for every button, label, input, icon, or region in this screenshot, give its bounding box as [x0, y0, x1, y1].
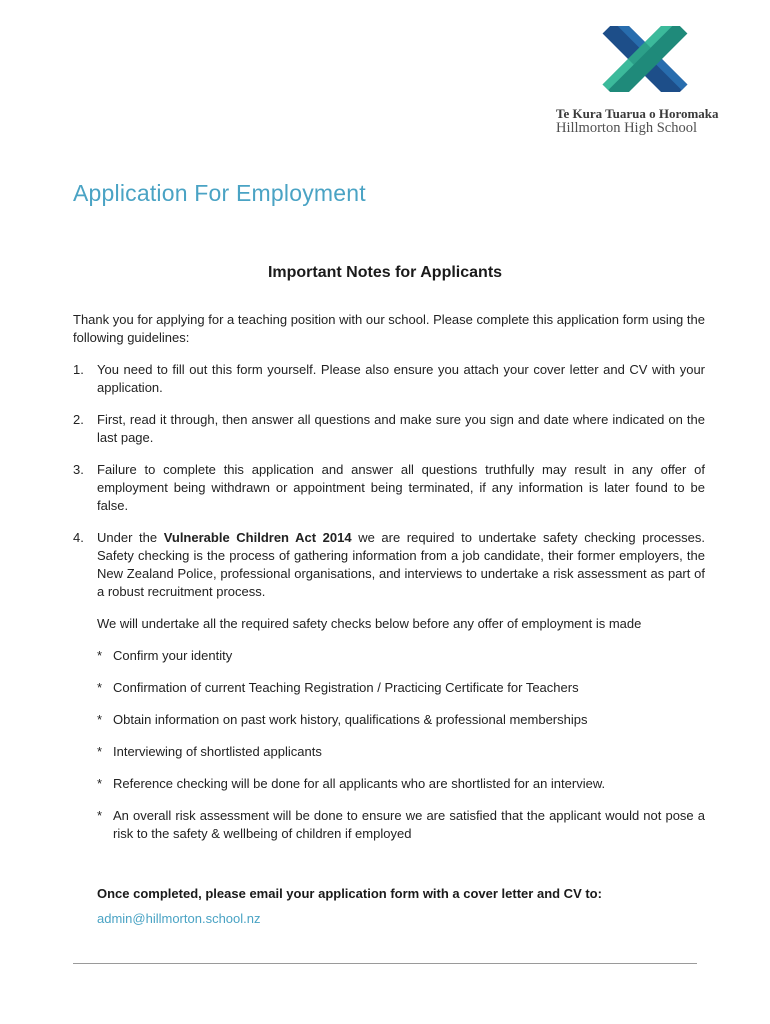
guideline-item	[73, 361, 705, 397]
check-text: Interviewing of shortlisted applicants	[113, 744, 322, 759]
check-text: An overall risk assessment will be done to ensure we are satisfied that the applicant would not pose a risk to the safety & wellbeing of children if employed	[113, 808, 705, 841]
contact-email-link[interactable]: admin@hillmorton.school.nz	[97, 911, 261, 926]
school-logo	[556, 26, 746, 138]
safety-check-item	[97, 743, 705, 761]
document-title: Application For Employment	[73, 180, 366, 206]
check-text: Confirm your identity	[113, 648, 233, 663]
item-text: First, read it through, then answer all questions and make sure you sign and date where indicated on the last page.	[97, 412, 705, 445]
section-heading: Important Notes for Applicants	[267, 264, 503, 281]
safety-check-item	[97, 647, 705, 665]
guidelines-list	[73, 361, 705, 601]
bullet-star: *	[97, 648, 103, 663]
document-body	[73, 311, 705, 857]
school-name: Hillmorton High School	[556, 120, 697, 136]
safety-check-item	[97, 807, 705, 843]
guideline-item	[73, 461, 705, 515]
item-number: 4.	[73, 530, 84, 545]
item-text: You need to fill out this form yourself. Please also ensure you attach your cover letter and CV with your application.	[97, 362, 705, 395]
check-text: Confirmation of current Teaching Registration / Practicing Certificate for Teachers	[113, 680, 579, 695]
bullet-star: *	[97, 808, 103, 823]
safety-checks-intro: We will undertake all the required safety checks below before any offer of employment is made	[97, 616, 642, 631]
item-number: 3.	[73, 462, 84, 477]
bullet-star: *	[97, 776, 103, 791]
crossed-bands-logo-icon	[588, 26, 702, 92]
closing-instruction: Once completed, please email your application form with a cover letter and CV to:	[97, 886, 602, 901]
item-number: 1.	[73, 362, 84, 377]
item-number: 2.	[73, 412, 84, 427]
safety-check-item	[97, 679, 705, 697]
item-text: Failure to complete this application and answer all questions truthfully may result in any offer of employment being withdrawn or appointment being terminated, if any information is later found to be false.	[97, 462, 705, 513]
footer-divider	[73, 963, 697, 964]
item-text-suffix: we are required to undertake safety checking processes. Safety checking is the process of gathering information from a job candidate, their former employers, the New Zealand Police, professional organisations, and interviews to undertake a risk assessment as part of a robust recruitment process.	[97, 530, 706, 599]
guideline-item	[73, 411, 705, 447]
check-text: Reference checking will be done for all applicants who are shortlisted for an interview.	[113, 776, 606, 791]
check-text: Obtain information on past work history, qualifications & professional memberships	[113, 712, 588, 727]
act-name: Vulnerable Children Act 2014	[163, 530, 352, 545]
guideline-item	[73, 529, 705, 601]
bullet-star: *	[97, 744, 103, 759]
bullet-star: *	[97, 680, 103, 695]
safety-checks-list	[97, 647, 705, 843]
safety-check-item	[97, 775, 705, 793]
bullet-star: *	[97, 712, 103, 727]
intro-paragraph: Thank you for applying for a teaching position with our school. Please complete this application form using the following guidelines:	[73, 312, 705, 345]
item-text-prefix: Under the	[97, 530, 164, 545]
school-maori-name: Te Kura Tuarua o Horomaka	[556, 106, 719, 121]
safety-check-item	[97, 711, 705, 729]
